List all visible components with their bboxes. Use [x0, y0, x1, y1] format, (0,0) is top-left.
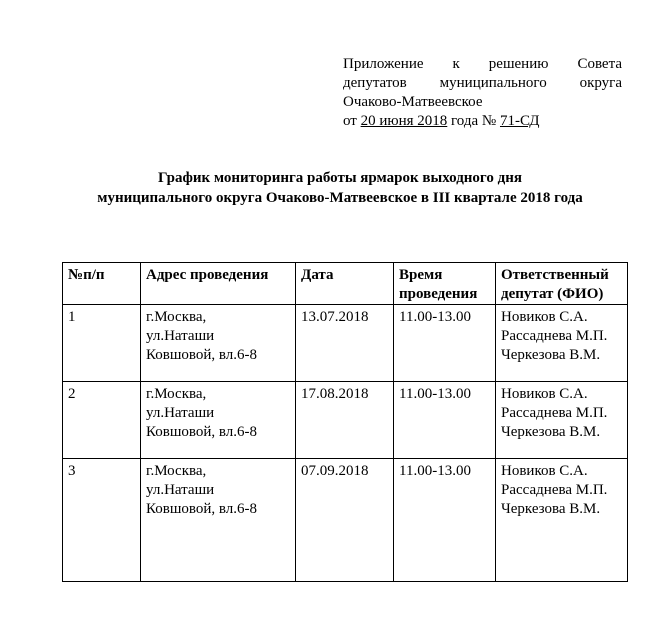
deputy-name: Рассаднева М.П. [501, 405, 608, 421]
document-title [40, 169, 640, 209]
address-line: Ковшовой, вл.6-8 [146, 347, 258, 363]
address-line: г.Москва, [146, 309, 207, 325]
appendix-line-1: Приложение к решению Совета [343, 56, 622, 72]
address-line: г.Москва, [146, 463, 207, 479]
row-date: 07.09.2018 [296, 459, 394, 582]
deputy-name: Черкезова В.М. [501, 424, 601, 440]
deputy-name: Новиков С.А. [501, 386, 588, 402]
header-deputy-line-2: депутат (ФИО) [501, 286, 604, 302]
header-deputy [496, 263, 628, 305]
deputy-name: Рассаднева М.П. [501, 328, 608, 344]
decision-number: 71-СД [499, 113, 540, 129]
row-time: 11.00-13.00 [394, 459, 496, 582]
appendix-line-4 [343, 112, 622, 131]
address-line: ул.Наташи [146, 328, 215, 344]
row-deputies [496, 382, 628, 459]
table-header-row [63, 263, 628, 305]
appendix-line-2: депутатов муниципального округа [343, 75, 622, 91]
deputy-name: Черкезова В.М. [501, 347, 601, 363]
table-row [63, 382, 628, 459]
header-date: Дата [296, 263, 394, 305]
address-line: Ковшовой, вл.6-8 [146, 501, 258, 517]
table-row [63, 459, 628, 582]
row-deputies [496, 305, 628, 382]
address-line: г.Москва, [146, 386, 207, 402]
row-num: 1 [63, 305, 141, 382]
title-line-1: График мониторинга работы ярмарок выходного дня [158, 170, 522, 186]
deputy-name: Новиков С.А. [501, 463, 588, 479]
table-row [63, 305, 628, 382]
appendix-prefix: от [343, 113, 361, 129]
schedule-table [62, 262, 628, 582]
header-deputy-line-1: Ответственный [501, 267, 609, 283]
row-date: 13.07.2018 [296, 305, 394, 382]
row-time: 11.00-13.00 [394, 382, 496, 459]
row-address [141, 382, 296, 459]
appendix-line-3: Очаково-Матвеевское [343, 94, 483, 110]
row-num: 3 [63, 459, 141, 582]
address-line: ул.Наташи [146, 405, 215, 421]
header-address: Адрес проведения [141, 263, 296, 305]
header-time-line-2: проведения [399, 286, 478, 302]
row-num: 2 [63, 382, 141, 459]
decision-date: 20 июня 2018 [360, 113, 448, 129]
header-time [394, 263, 496, 305]
row-deputies [496, 459, 628, 582]
row-address [141, 305, 296, 382]
header-time-line-1: Время [399, 267, 443, 283]
row-time: 11.00-13.00 [394, 305, 496, 382]
row-address [141, 459, 296, 582]
deputy-name: Новиков С.А. [501, 309, 588, 325]
header-num: №п/п [63, 263, 141, 305]
appendix-block [343, 55, 622, 131]
deputy-name: Черкезова В.М. [501, 501, 601, 517]
address-line: ул.Наташи [146, 482, 215, 498]
deputy-name: Рассаднева М.П. [501, 482, 608, 498]
title-line-2: муниципального округа Очаково-Матвеевское в III квартале 2018 года [97, 190, 583, 206]
address-line: Ковшовой, вл.6-8 [146, 424, 258, 440]
appendix-mid: года № [447, 113, 500, 129]
row-date: 17.08.2018 [296, 382, 394, 459]
